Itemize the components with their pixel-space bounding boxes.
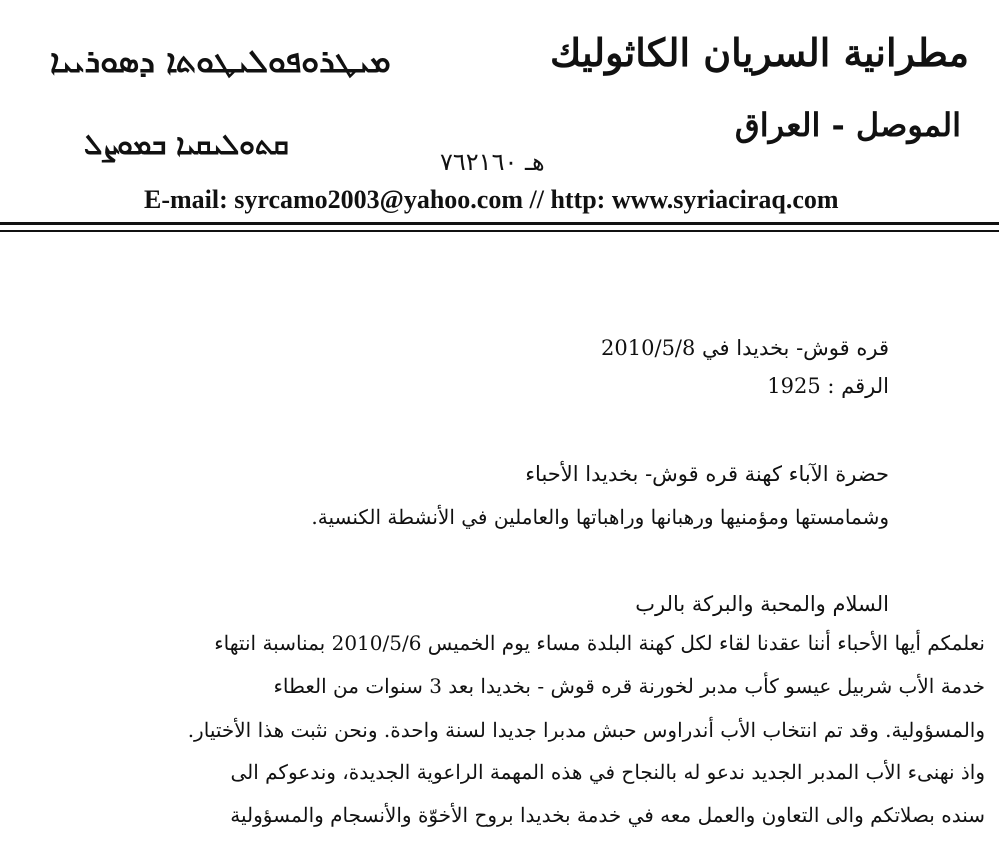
phone-number: هـ ٧٦٢١٦٠	[440, 148, 545, 176]
body-paragraph-line: نعلمكم أيها الأحباء أننا عقدنا لقاء لكل كهنة البلدة مساء يوم الخميس 2010/5/6 بمناسبة انتهاء	[214, 631, 985, 655]
syriac-org-name: ܡܝܛܪܘܦܘܠܝܛܘܬܐ ܕܣܘܪܝܝܐ	[50, 42, 391, 80]
body-paragraph-line: والمسؤولية. وقد تم انتخاب الأب أندراوس حبش مدبرا جديدا لسنة واحدة. ونحن نثبت هذا الأختيار.	[187, 718, 985, 742]
addressee-line: حضرة الآباء كهنة قره قوش- بخديدا الأحباء	[525, 462, 889, 486]
addressee-line: وشمامستها ومؤمنيها ورهبانها وراهباتها والعاملين في الأنشطة الكنسية.	[311, 505, 889, 529]
body-paragraph-line: خدمة الأب شربيل عيسو كأب مدبر لخورنة قره قوش - بخديدا بعد 3 سنوات من العطاء	[273, 674, 985, 698]
letter-date: قره قوش- بخديدا في 2010/5/8	[601, 336, 889, 360]
header-rule-bottom	[0, 230, 999, 232]
contact-line: E-mail: syrcamo2003@yahoo.com // http: www.syriaciraq.com	[144, 185, 839, 214]
arabic-place-name: الموصل - العراق	[734, 106, 961, 144]
header-rule-top	[0, 222, 999, 225]
arabic-org-name: مطرانية السريان الكاثوليك	[550, 30, 969, 75]
syriac-place-name: ܩܬܘܠܝܩܝܐ ܒܡܘܨܠ	[84, 128, 289, 161]
body-paragraph-line: سنده بصلاتكم والى التعاون والعمل معه في خدمة بخديدا بروح الأخوّة والأنسجام والمسؤولية	[230, 803, 985, 827]
letter-reference-number: الرقم : 1925	[767, 374, 889, 398]
body-paragraph-line: واذ نهنىء الأب المدبر الجديد ندعو له بالنجاح في هذه المهمة الراعوية الجديدة، وندعوكم الى	[230, 760, 985, 784]
greeting-line: السلام والمحبة والبركة بالرب	[635, 592, 889, 616]
